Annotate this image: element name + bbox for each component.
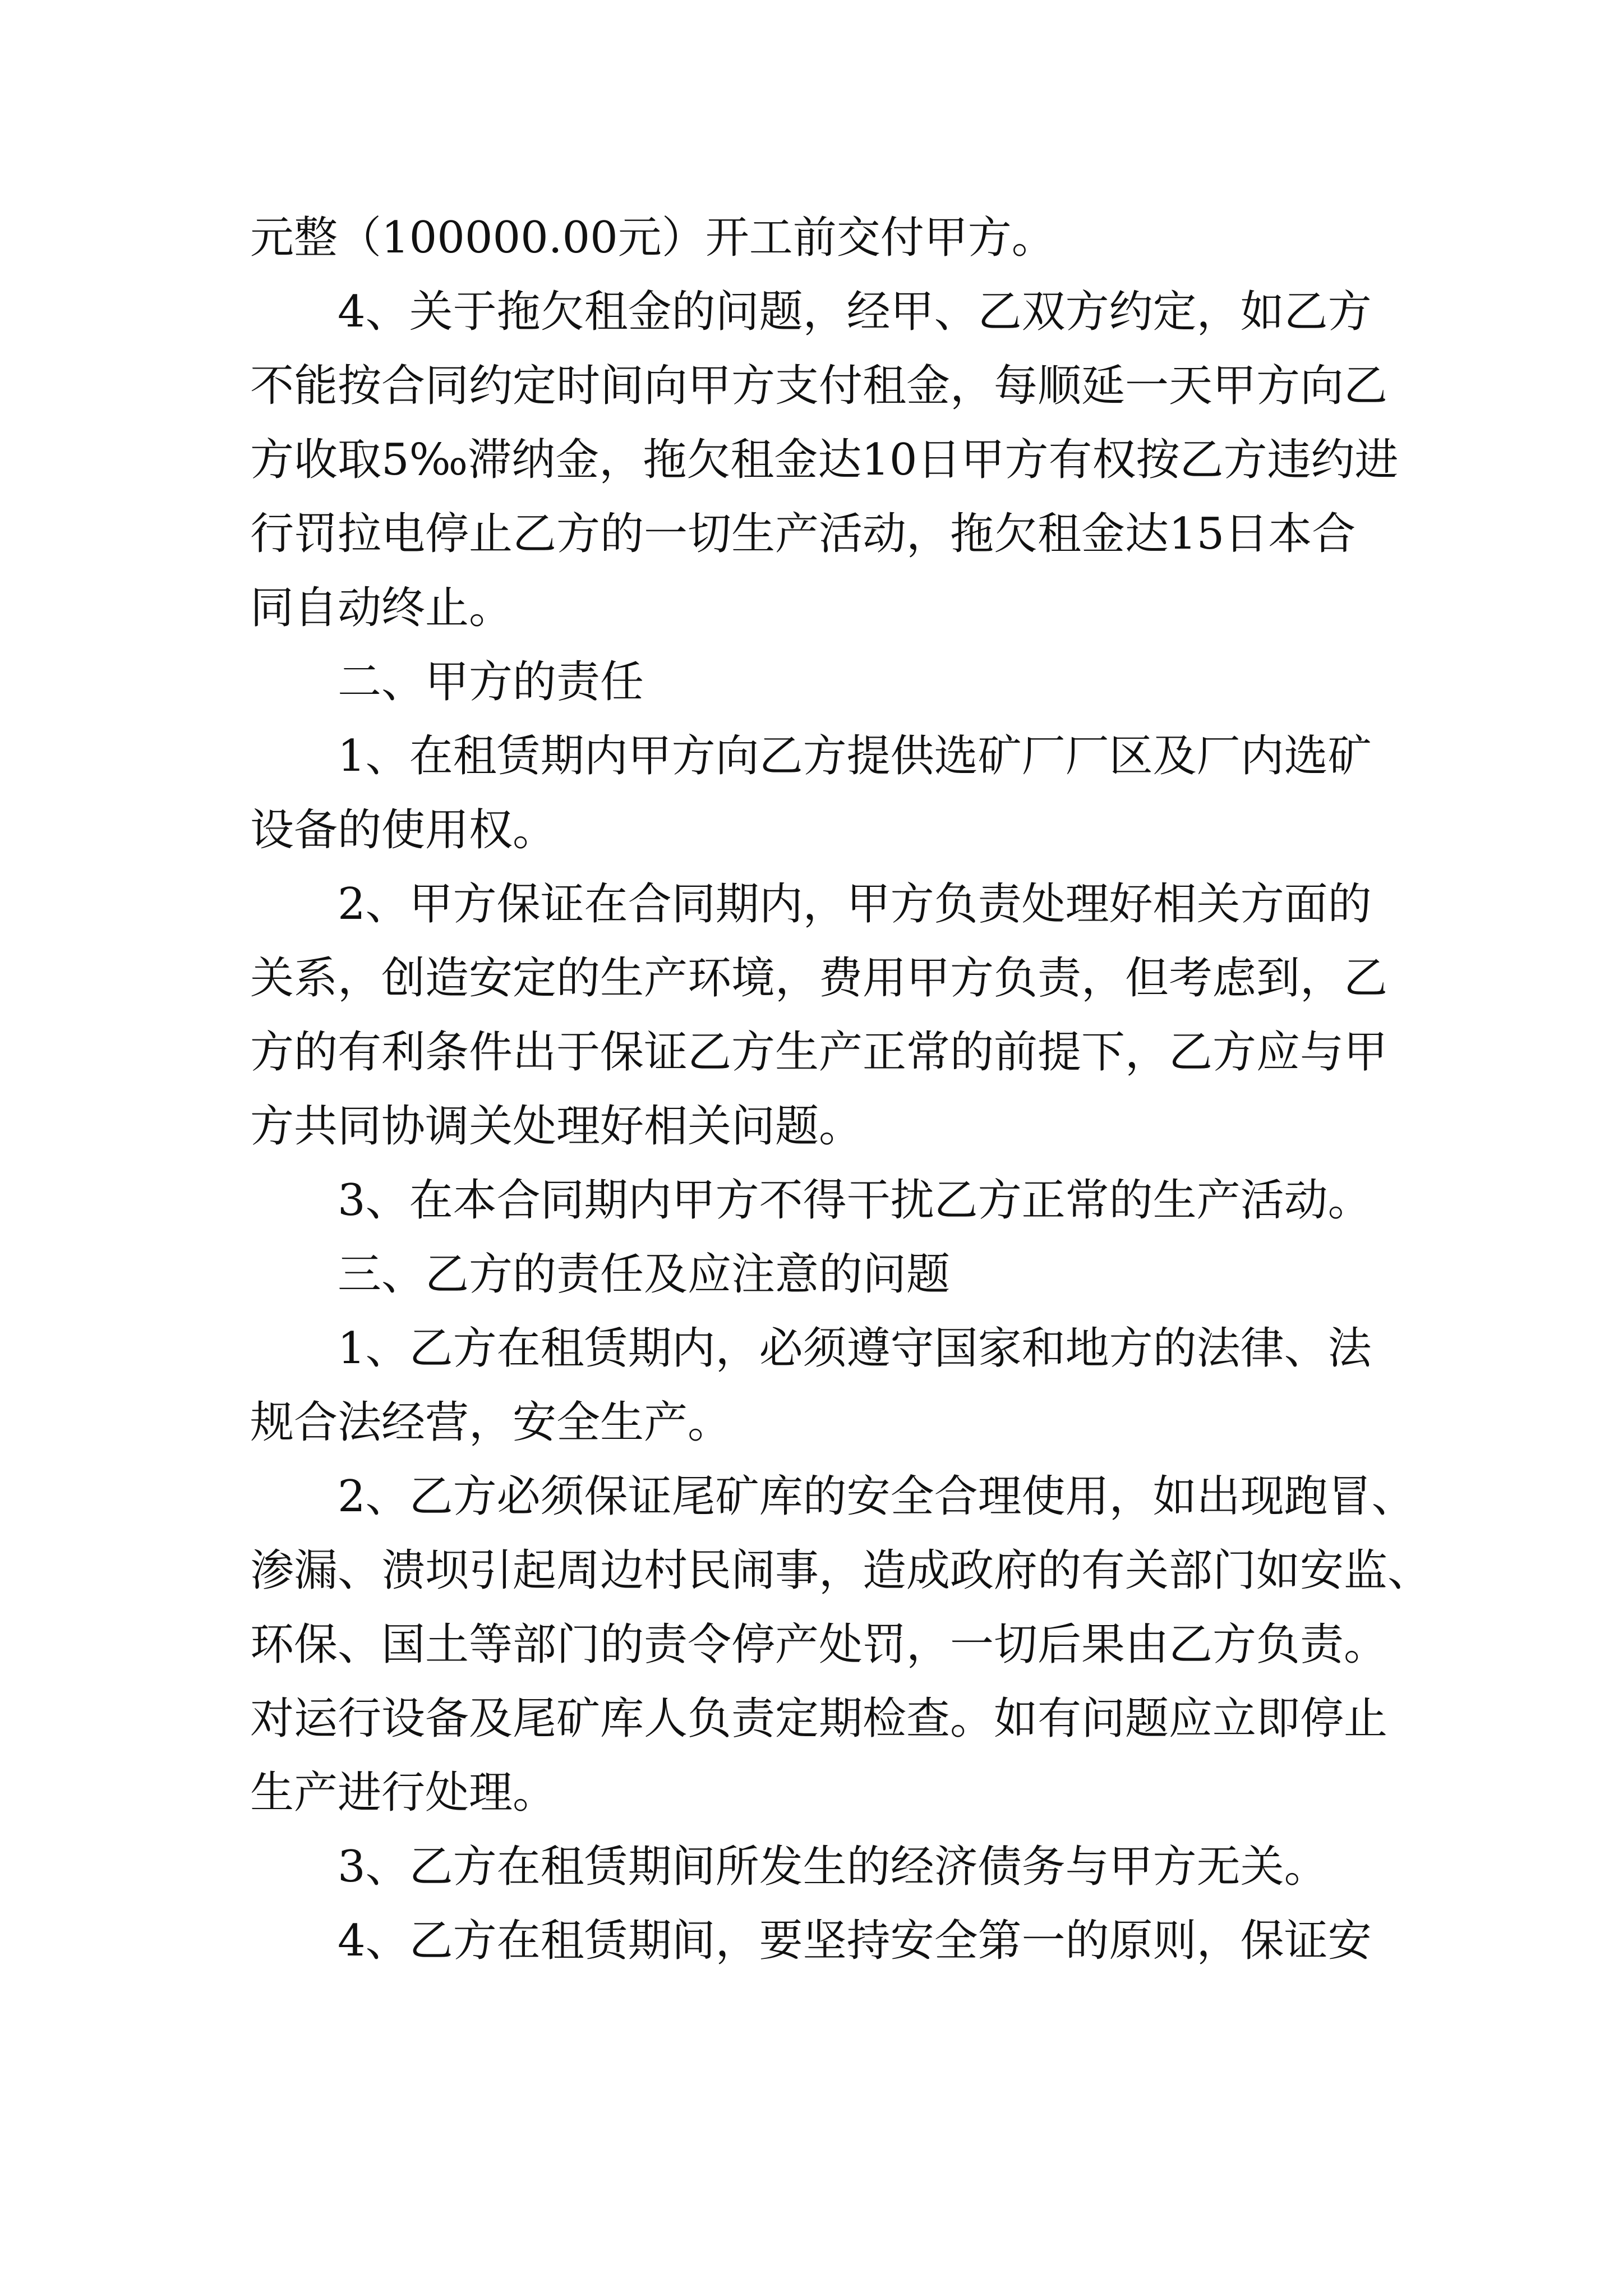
text-line: 对运行设备及尾矿库人负责定期检查。如有问题应立即停止 [250, 1694, 1388, 1744]
text-line: 生产进行处理。 [250, 1768, 557, 1818]
text-line: 2、甲方保证在合同期内，甲方负责处理好相关方面的 [338, 879, 1372, 930]
text-line: 规合法经营，安全生产。 [250, 1397, 732, 1448]
text-line: 方收取5‰滞纳金，拖欠租金达10日甲方有权按乙方违约进 [250, 435, 1399, 485]
text-line: 渗漏、溃坝引起周边村民闹事，造成政府的有关部门如安监、 [250, 1545, 1432, 1596]
text-line: 1、乙方在租赁期内，必须遵守国家和地方的法律、法 [338, 1323, 1372, 1374]
text-line: 1、在租赁期内甲方向乙方提供选矿厂厂区及厂内选矿 [338, 731, 1372, 781]
section-heading: 二、甲方的责任 [338, 657, 644, 707]
text-line: 4、关于拖欠租金的问题，经甲、乙双方约定，如乙方 [338, 287, 1372, 337]
text-line: 关系，创造安定的生产环境，费用甲方负责，但考虑到，乙 [250, 953, 1388, 1004]
text-line: 设备的使用权。 [250, 805, 557, 855]
text-line: 方的有利条件出于保证乙方生产正常的前提下，乙方应与甲 [250, 1027, 1388, 1078]
section-heading: 三、乙方的责任及应注意的问题 [338, 1249, 951, 1300]
text-line: 2、乙方必须保证尾矿库的安全合理使用，如出现跑冒、 [338, 1471, 1415, 1522]
text-line: 元整（100000.00元）开工前交付甲方。 [250, 213, 1055, 263]
text-line: 不能按合同约定时间向甲方支付租金，每顺延一天甲方向乙 [250, 361, 1388, 411]
text-line: 同自动终止。 [250, 583, 513, 633]
text-line: 环保、国土等部门的责令停产处罚，一切后果由乙方负责。 [250, 1619, 1388, 1670]
text-line: 3、在本合同期内甲方不得干扰乙方正常的生产活动。 [338, 1175, 1372, 1226]
text-line: 方共同协调关处理好相关问题。 [250, 1101, 863, 1152]
document-body [250, 201, 1432, 1978]
text-line: 行罚拉电停止乙方的一切生产活动，拖欠租金达15日本合 [250, 509, 1356, 559]
text-line: 4、乙方在租赁期间，要坚持安全第一的原则，保证安 [338, 1916, 1372, 1966]
text-line: 3、乙方在租赁期间所发生的经济债务与甲方无关。 [338, 1842, 1328, 1892]
